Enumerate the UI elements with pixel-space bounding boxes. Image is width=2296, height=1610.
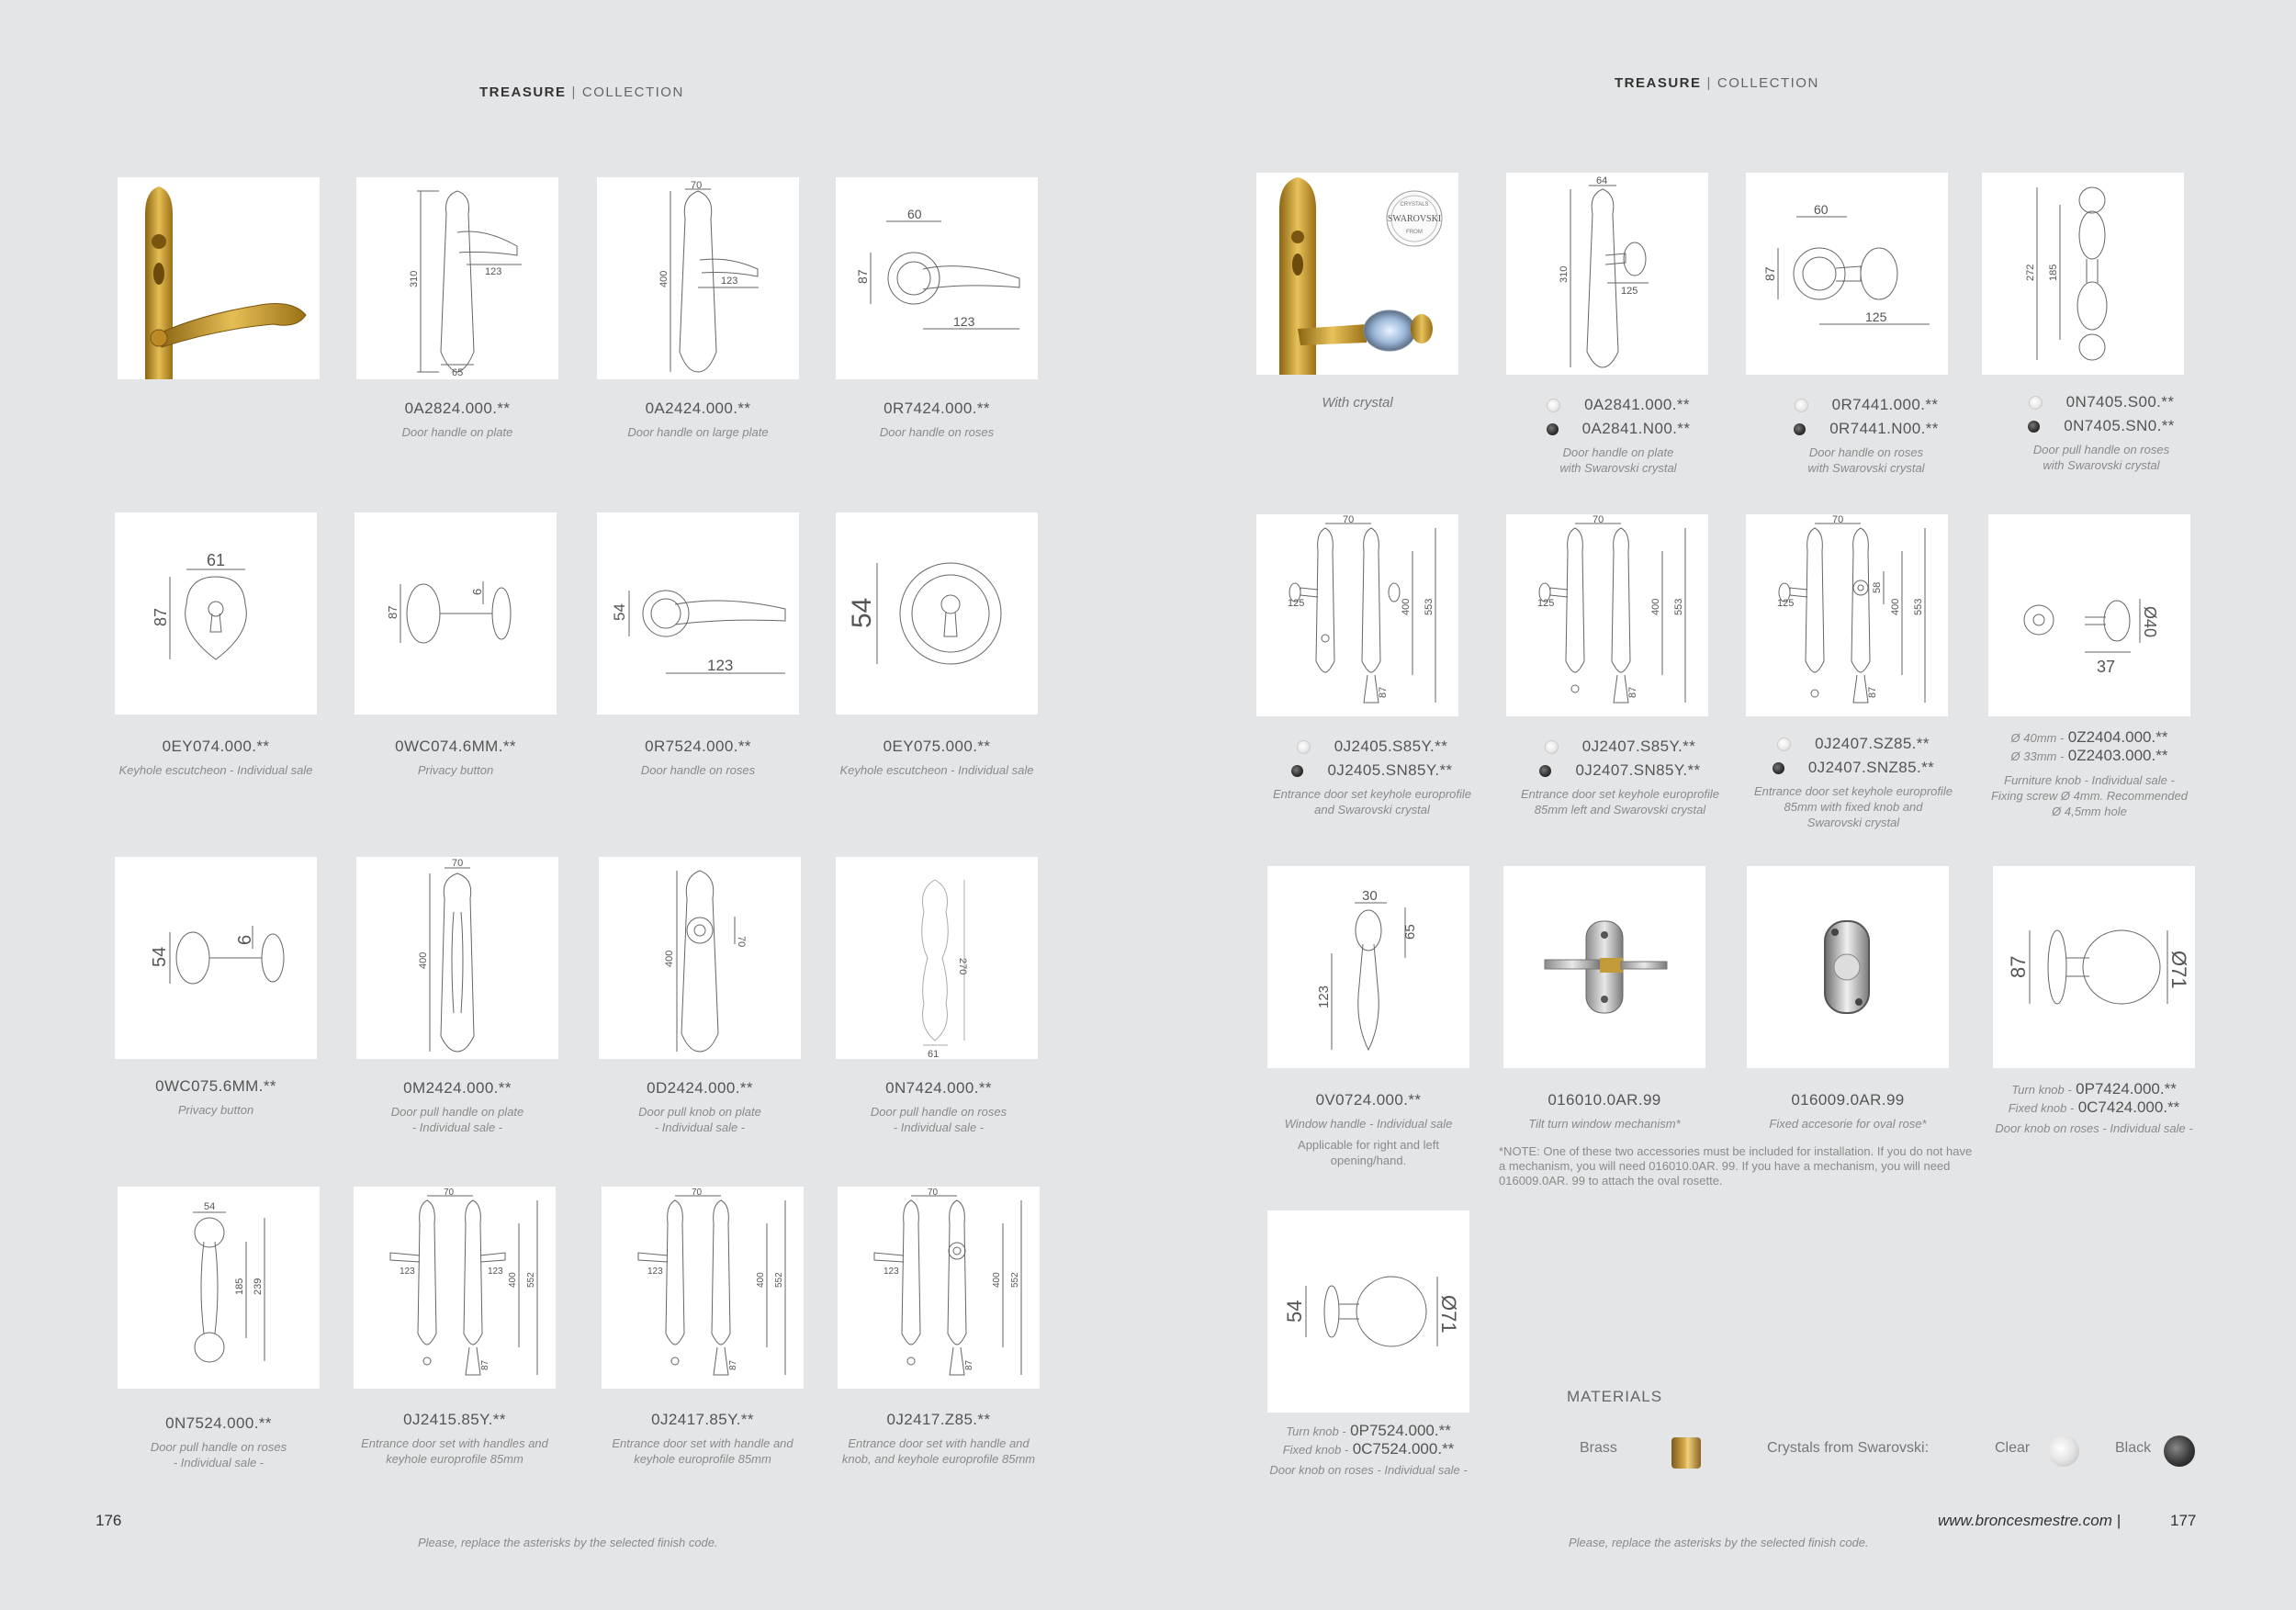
product-label — [1249, 1422, 1488, 1478]
product-code: 0J2407.SZ85.** — [1734, 732, 1973, 756]
product-label — [579, 735, 817, 778]
svg-text:87: 87 — [728, 1359, 738, 1370]
product-desc: Door pull handle on plate — [390, 1105, 524, 1119]
product-desc-line2: knob, and keyhole europrofile 85mm — [841, 1452, 1036, 1466]
installation-note: *NOTE: One of these two accessories must be included for installation. If you do not have a mechanism, you will need 016010.0AR. 99. If you have a mechanism, you will need 016009.0AR. 99 to attach the oval rosette. — [1499, 1144, 1973, 1188]
svg-text:400: 400 — [508, 1272, 518, 1288]
svg-text:58: 58 — [1872, 581, 1883, 593]
product-label — [583, 1408, 822, 1467]
product-code: 0J2407.S85Y.** — [1501, 735, 1739, 759]
product-desc: Door knob on roses - Individual sale - — [1269, 1463, 1468, 1477]
product-desc: Door knob on roses - Individual sale - — [1995, 1121, 2193, 1135]
svg-text:70: 70 — [444, 1188, 455, 1198]
svg-text:400: 400 — [1650, 598, 1661, 615]
product-label — [1485, 1088, 1724, 1132]
drawing-0M2424 — [356, 857, 558, 1059]
right-page — [1148, 0, 2296, 1610]
svg-text:125: 125 — [1865, 310, 1887, 324]
header-separator: | — [571, 84, 577, 100]
svg-text:123: 123 — [884, 1267, 899, 1277]
svg-text:70: 70 — [1593, 514, 1604, 525]
product-label — [817, 397, 1056, 440]
drawing-0R7524 — [597, 512, 799, 715]
svg-text:Ø71: Ø71 — [2167, 951, 2190, 989]
svg-text:30: 30 — [1362, 888, 1378, 904]
product-desc: Door handle on large plate — [627, 425, 769, 439]
product-code: 0N7405.S00.** — [1982, 390, 2221, 414]
product-desc-line2: keyhole europrofile 85mm — [634, 1452, 771, 1466]
svg-text:400: 400 — [1890, 598, 1901, 615]
product-desc: Privacy button — [417, 763, 494, 777]
svg-text:400: 400 — [1401, 598, 1412, 615]
drawing-0A2424 — [597, 177, 799, 379]
product-label — [579, 397, 817, 440]
swarovski-badge-bottom: FROM — [1406, 230, 1423, 235]
drawing-0R7441 — [1746, 173, 1948, 375]
product-desc-line2: - Individual sale - — [654, 1120, 746, 1134]
product-photo-crystal-handle — [1256, 173, 1458, 375]
svg-text:64: 64 — [1596, 175, 1608, 186]
svg-text:400: 400 — [418, 951, 429, 969]
svg-text:400: 400 — [992, 1272, 1002, 1288]
svg-text:185: 185 — [2048, 264, 2059, 281]
product-label — [338, 397, 577, 440]
knob-size-40: Ø 40mm - 0Z2404.000.** — [2010, 728, 2168, 746]
drawing-0A2841 — [1506, 173, 1708, 375]
page-number: 177 — [2170, 1512, 2197, 1529]
product-desc: Entrance door set with handles and — [361, 1436, 548, 1450]
product-code: 0A2824.000.** — [404, 400, 511, 417]
tilt-mechanism-icon — [1503, 866, 1705, 1068]
drawing-0J2407 — [1506, 514, 1708, 716]
svg-text:70: 70 — [692, 1188, 703, 1198]
product-code: 0J2417.Z85.** — [886, 1411, 991, 1428]
product-desc: Entrance door set keyhole europrofile — [1520, 787, 1720, 801]
clear-crystal-icon — [1547, 399, 1560, 412]
product-desc: Door handle on roses — [879, 425, 995, 439]
material-black-label: Black — [2115, 1440, 2152, 1456]
drawing-0R7424 — [836, 177, 1038, 379]
product-label — [338, 1076, 577, 1135]
product-label — [99, 1412, 338, 1470]
footer-note: Please, replace the asterisks by the selected finish code. — [418, 1536, 718, 1549]
product-label — [1253, 735, 1491, 817]
turn-knob-line: Turn knob - 0P7524.000.** — [1286, 1422, 1451, 1439]
materials-title: MATERIALS — [1567, 1388, 1663, 1405]
product-label — [1238, 391, 1477, 411]
product-code-black: 0N7405.SN0.** — [1982, 414, 2221, 438]
product-code: 0EY074.000.** — [162, 737, 270, 755]
svg-text:70: 70 — [1832, 514, 1844, 525]
product-code: 016009.0AR.99 — [1791, 1091, 1905, 1109]
product-code-black: 0J2407.SNZ85.** — [1734, 756, 1973, 780]
clear-crystal-swatch-icon — [2048, 1435, 2079, 1467]
svg-text:87: 87 — [386, 605, 400, 619]
svg-text:70: 70 — [928, 1188, 939, 1198]
black-crystal-icon — [1291, 765, 1303, 777]
crystal-caption: With crystal — [1322, 395, 1393, 411]
material-brass-label: Brass — [1580, 1440, 1617, 1456]
product-desc: Entrance door set keyhole europrofile — [1272, 787, 1472, 801]
crystal-handle-icon — [1256, 173, 1458, 375]
svg-text:65: 65 — [452, 367, 464, 378]
product-desc-line2: Fixing screw Ø 4mm. Recommended — [1991, 789, 2188, 803]
page-number: 176 — [96, 1512, 122, 1529]
product-code: 0R7441.000.** — [1747, 393, 1986, 417]
product-desc: Keyhole escutcheon - Individual sale — [118, 763, 313, 777]
product-desc: Entrance door set with handle and — [848, 1436, 1030, 1450]
svg-text:87: 87 — [855, 269, 870, 284]
svg-text:61: 61 — [207, 551, 226, 569]
product-code: 0V0724.000.** — [1315, 1091, 1422, 1109]
svg-text:400: 400 — [664, 950, 675, 967]
drawing-0P7524 — [1267, 1210, 1469, 1413]
svg-text:123: 123 — [488, 1267, 503, 1277]
drawing-0N7524 — [118, 1187, 320, 1389]
svg-text:553: 553 — [1424, 598, 1435, 615]
product-code-black: 0R7441.N00.** — [1747, 417, 1986, 441]
product-code: 0R7424.000.** — [884, 400, 990, 417]
svg-text:123: 123 — [953, 314, 975, 329]
material-crystals-label: Crystals from Swarovski: — [1767, 1440, 1930, 1456]
product-desc: Door pull handle on roses — [150, 1440, 287, 1454]
product-desc-line2: keyhole europrofile 85mm — [386, 1452, 523, 1466]
product-label — [335, 1408, 574, 1467]
product-desc: Tilt turn window mechanism* — [1528, 1117, 1681, 1131]
product-note-line2: opening/hand. — [1330, 1154, 1407, 1167]
product-desc-line2: - Individual sale - — [173, 1456, 264, 1469]
svg-text:125: 125 — [1777, 598, 1795, 609]
product-code: 0R7524.000.** — [645, 737, 751, 755]
drawing-0J2405 — [1256, 514, 1458, 716]
oval-accessory-icon — [1747, 866, 1949, 1068]
svg-text:54: 54 — [611, 603, 628, 621]
svg-text:6: 6 — [470, 588, 484, 595]
svg-text:185: 185 — [234, 1278, 245, 1295]
black-crystal-icon — [1794, 423, 1806, 435]
product-label — [819, 1408, 1058, 1467]
product-desc: Door pull handle on roses — [870, 1105, 1007, 1119]
svg-text:37: 37 — [2097, 658, 2116, 676]
svg-text:125: 125 — [1288, 598, 1305, 609]
product-label — [1249, 1088, 1488, 1168]
product-code: 0N7524.000.** — [165, 1414, 272, 1432]
material-clear-label: Clear — [1995, 1440, 2031, 1456]
svg-text:70: 70 — [691, 180, 703, 191]
product-code: 0WC075.6MM.** — [155, 1077, 276, 1095]
svg-text:87: 87 — [1627, 686, 1638, 698]
brass-swatch-icon — [1671, 1437, 1701, 1469]
product-label — [1975, 1080, 2213, 1136]
drawing-0J2407Z — [1746, 514, 1948, 716]
svg-text:87: 87 — [1867, 686, 1878, 698]
svg-text:123: 123 — [647, 1267, 663, 1277]
product-desc-line2: with Swarovski crystal — [1807, 461, 1925, 475]
header-collection: COLLECTION — [1716, 75, 1819, 91]
svg-text:552: 552 — [774, 1272, 784, 1288]
drawing-0EY075 — [836, 512, 1038, 715]
product-label — [580, 1076, 819, 1135]
drawing-0N7424 — [836, 857, 1038, 1059]
product-code-black: 0J2407.SN85Y.** — [1501, 759, 1739, 782]
product-label — [1501, 735, 1739, 817]
product-code: 0N7424.000.** — [885, 1079, 992, 1097]
product-desc-line3: Swarovski crystal — [1806, 816, 1900, 829]
website-link[interactable]: www.broncesmestre.com | — [1938, 1512, 2122, 1529]
product-desc: Entrance door set with handle and — [612, 1436, 793, 1450]
drawing-0Z2404 — [1988, 514, 2190, 716]
product-desc: Privacy button — [177, 1103, 254, 1117]
product-desc-line2: with Swarovski crystal — [1559, 461, 1677, 475]
svg-text:553: 553 — [1913, 598, 1924, 615]
product-label — [1728, 1088, 1967, 1132]
product-note-line1: Applicable for right and left — [1298, 1138, 1439, 1152]
svg-text:310: 310 — [1559, 265, 1570, 283]
drawing-0V0724 — [1267, 866, 1469, 1068]
svg-text:Ø71: Ø71 — [1437, 1295, 1460, 1334]
photo-016010-mechanism — [1503, 866, 1705, 1068]
product-label — [1747, 393, 1986, 476]
header-brand: TREASURE — [1615, 75, 1702, 91]
product-desc-line2: - Individual sale - — [893, 1120, 985, 1134]
header-collection: COLLECTION — [581, 84, 684, 100]
product-code: 0D2424.000.** — [647, 1079, 753, 1097]
product-label — [96, 735, 335, 778]
product-desc-line2: 85mm with fixed knob and — [1784, 800, 1923, 814]
black-crystal-icon — [2028, 421, 2040, 433]
drawing-0J2417 — [602, 1187, 804, 1389]
gold-handle-icon — [118, 177, 320, 379]
product-label — [1734, 732, 1973, 830]
product-desc: Entrance door set keyhole europrofile — [1753, 784, 1953, 798]
footer-note: Please, replace the asterisks by the selected finish code. — [1569, 1536, 1869, 1549]
svg-text:400: 400 — [756, 1272, 766, 1288]
product-code: 0M2424.000.** — [403, 1079, 512, 1097]
product-desc-line2: and Swarovski crystal — [1314, 803, 1430, 816]
product-code-black: 0A2841.N00.** — [1499, 417, 1738, 441]
svg-text:310: 310 — [409, 270, 420, 287]
header-brand: TREASURE — [479, 84, 567, 100]
svg-text:70: 70 — [452, 858, 464, 869]
clear-crystal-icon — [1545, 740, 1559, 754]
photo-016009-accessory — [1747, 866, 1949, 1068]
collection-header — [479, 84, 684, 100]
svg-text:54: 54 — [847, 597, 877, 628]
drawing-0J2415 — [354, 1187, 556, 1389]
drawing-0N7405 — [1982, 173, 2184, 375]
svg-text:553: 553 — [1673, 598, 1684, 615]
svg-text:70: 70 — [1343, 514, 1355, 525]
product-label — [819, 1076, 1058, 1135]
fixed-knob-line: Fixed knob - 0C7524.000.** — [1282, 1440, 1455, 1458]
product-code: 0EY075.000.** — [883, 737, 991, 755]
product-code: 016010.0AR.99 — [1548, 1091, 1661, 1109]
svg-text:123: 123 — [485, 266, 502, 277]
product-label — [817, 735, 1056, 778]
svg-text:123: 123 — [707, 657, 734, 674]
black-crystal-icon — [1539, 765, 1551, 777]
svg-text:400: 400 — [658, 270, 670, 287]
product-desc: Door pull knob on plate — [638, 1105, 761, 1119]
black-crystal-icon — [1773, 762, 1784, 774]
svg-text:61: 61 — [928, 1049, 940, 1059]
svg-text:Ø40: Ø40 — [2141, 606, 2159, 638]
svg-text:125: 125 — [1621, 286, 1638, 297]
swarovski-badge-main: SWAROVSKI — [1387, 214, 1442, 224]
svg-text:87: 87 — [1762, 266, 1777, 281]
product-code: 0J2417.85Y.** — [651, 1411, 754, 1428]
product-desc: Door handle on plate — [1562, 445, 1674, 459]
product-label — [1970, 728, 2209, 819]
product-desc: Door handle on roses — [1808, 445, 1924, 459]
svg-text:60: 60 — [1814, 202, 1829, 217]
header-separator: | — [1706, 75, 1712, 91]
product-desc: Door handle on roses — [640, 763, 756, 777]
product-label — [1982, 390, 2221, 473]
drawing-0P7424 — [1993, 866, 2195, 1068]
product-desc-line2: 85mm left and Swarovski crystal — [1534, 803, 1706, 816]
product-desc: Furniture knob - Individual sale - — [2004, 773, 2175, 787]
product-code: 0J2415.85Y.** — [403, 1411, 506, 1428]
clear-crystal-icon — [1777, 737, 1791, 751]
drawing-0J2417Z — [838, 1187, 1040, 1389]
svg-text:270: 270 — [957, 958, 968, 975]
product-label — [1499, 393, 1738, 476]
drawing-0D2424 — [599, 857, 801, 1059]
black-crystal-swatch-icon — [2164, 1435, 2195, 1467]
svg-text:272: 272 — [2025, 264, 2036, 281]
product-code: 0WC074.6MM.** — [395, 737, 516, 755]
product-label — [96, 1075, 335, 1118]
svg-text:6: 6 — [235, 934, 255, 945]
svg-text:54: 54 — [150, 946, 170, 967]
drawing-0EY074 — [115, 512, 317, 715]
product-label — [336, 735, 575, 778]
drawing-0WC075 — [115, 857, 317, 1059]
svg-text:54: 54 — [204, 1201, 216, 1212]
collection-header — [1615, 75, 1819, 91]
clear-crystal-icon — [1297, 740, 1311, 754]
svg-text:123: 123 — [721, 276, 738, 287]
svg-text:123: 123 — [400, 1267, 415, 1277]
product-code-black: 0J2405.SN85Y.** — [1253, 759, 1491, 782]
fixed-knob-line: Fixed knob - 0C7424.000.** — [2008, 1098, 2180, 1116]
svg-text:54: 54 — [1283, 1300, 1306, 1323]
svg-text:552: 552 — [1010, 1272, 1020, 1288]
black-crystal-icon — [1547, 423, 1559, 435]
svg-text:552: 552 — [526, 1272, 536, 1288]
svg-text:87: 87 — [2007, 955, 2030, 978]
turn-knob-line: Turn knob - 0P7424.000.** — [2011, 1080, 2177, 1098]
clear-crystal-icon — [1795, 399, 1808, 412]
drawing-0WC074 — [355, 512, 557, 715]
product-desc: Door pull handle on roses — [2032, 443, 2170, 456]
product-desc-line2: - Individual sale - — [411, 1120, 503, 1134]
product-code: 0A2841.000.** — [1499, 393, 1738, 417]
svg-text:87: 87 — [152, 607, 170, 626]
product-desc: Fixed accesorie for oval rose* — [1769, 1117, 1927, 1131]
svg-text:87: 87 — [480, 1359, 490, 1370]
clear-crystal-icon — [2029, 396, 2043, 410]
product-desc-line2: with Swarovski crystal — [2043, 458, 2160, 472]
product-code: 0J2405.S85Y.** — [1253, 735, 1491, 759]
product-photo-gold-handle — [118, 177, 320, 379]
svg-text:125: 125 — [1537, 598, 1555, 609]
product-code: 0A2424.000.** — [645, 400, 751, 417]
swarovski-badge-top: CRYSTALS — [1400, 202, 1429, 208]
product-desc: Window handle - Individual sale — [1284, 1117, 1453, 1131]
svg-text:70: 70 — [736, 936, 747, 948]
product-desc-line3: Ø 4,5mm hole — [2052, 805, 2127, 818]
svg-text:60: 60 — [907, 207, 922, 221]
svg-text:65: 65 — [1402, 924, 1418, 940]
svg-text:239: 239 — [253, 1278, 264, 1295]
product-desc: Keyhole escutcheon - Individual sale — [839, 763, 1034, 777]
svg-text:123: 123 — [1316, 985, 1332, 1008]
svg-text:87: 87 — [964, 1359, 974, 1370]
svg-text:87: 87 — [1378, 686, 1389, 698]
product-desc: Door handle on plate — [401, 425, 513, 439]
knob-size-33: Ø 33mm - 0Z2403.000.** — [2010, 747, 2168, 764]
drawing-0A2824 — [356, 177, 558, 379]
